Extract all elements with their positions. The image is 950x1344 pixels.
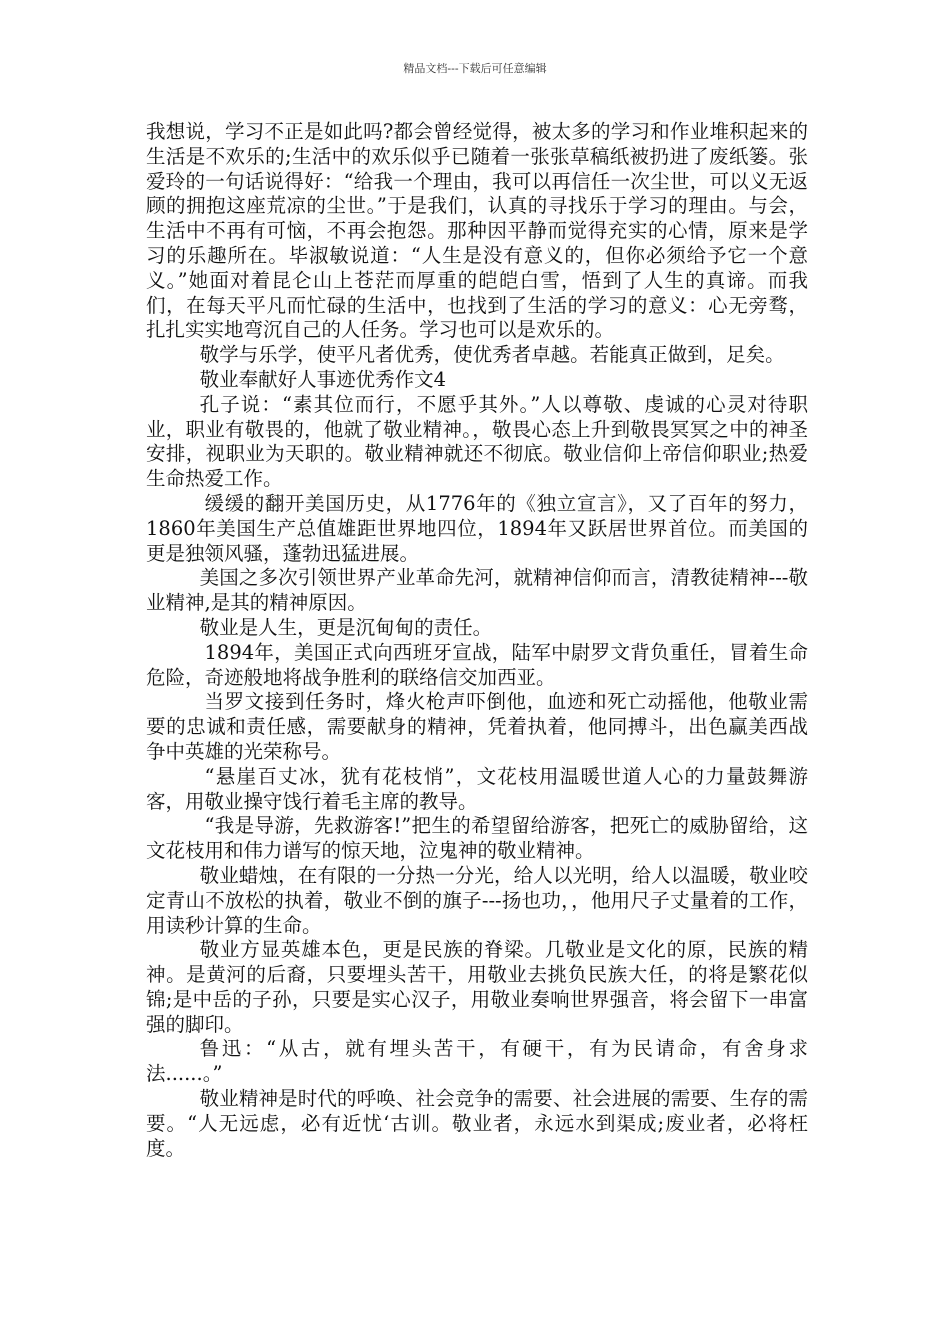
paragraph: 当罗文接到任务时，烽火枪声吓倒他，血迹和死亡动摇他，他敬业需要的忠诚和责任感，需要献身的精神，凭着执着，他同搏斗，出色赢美西战争中英雄的光荣称号。	[146, 690, 808, 763]
paragraph: “悬崖百丈冰，犹有花枝悄”，文花枝用温暖世道人心的力量鼓舞游客，用敬业操守饯行着毛主席的教导。	[146, 764, 808, 813]
paragraph: 1894年，美国正式向西班牙宣战，陆军中尉罗文背负重任，冒着生命危险，奇迹般地将战争胜利的联络信交加西亚。	[146, 640, 808, 689]
paragraph: 敬学与乐学，使平凡者优秀，使优秀者卓越。若能真正做到，足矣。	[199, 343, 785, 367]
paragraph: 鲁迅：“从古，就有埋头苦干，有硬干，有为民请命，有舍身求法......。”	[146, 1037, 808, 1086]
paragraph: 我想说，学习不正是如此吗?都会曾经觉得，被太多的学习和作业堆积起来的生活是不欢乐的;生活中的欢乐似乎已随着一张张草稿纸被扔进了废纸篓。张爱玲的一句话说得好：“给我一个理由，我可以再信任一次尘世，可以义无返顾的拥抱这座荒凉的尘世。”于是我们，认真的寻找乐于学习的理由。与会，生活中不再有可恼，不再会抱怨。那种因平静而觉得充实的心情，原来是学习的乐趣所在。毕淑敏说道：“人生是没有意义的，但你必须给予它一个意义。”她面对着昆仑山上苍茫而厚重的皑皑白雪，悟到了人生的真谛。而我们，在每天平凡而忙碌的生活中，也找到了生活的学习的意义：心无旁骛，扎扎实实地弯沉自己的人任务。学习也可以是欢乐的。	[146, 120, 808, 342]
paragraph: 敬业是人生，更是沉甸甸的责任。	[199, 615, 493, 639]
paragraph: 敬业精神是时代的呼唤、社会竞争的需要、社会进展的需要、生存的需要。“人无远虑，必有近忧‘古训。敬业者，永远水到渠成;废业者，必将枉度。	[146, 1087, 808, 1160]
paragraph: 敬业方显英雄本色，更是民族的脊梁。几敬业是文化的原，民族的精神。是黄河的后裔，只要埋头苦干，用敬业去挑负民族大任，的将是繁花似锦;是中岳的子孙，只要是实心汉子，用敬业奏响世界强音，将会留下一串富强的脚印。	[146, 938, 808, 1036]
paragraph: 孔子说：“素其位而行，不愿乎其外。”人以尊敬、虔诚的心灵对待职业，职业有敬畏的，他就了敬业精神。，敬畏心态上升到敬畏冥冥之中的神圣安排，视职业为天职的。敬业精神就还不彻底。敬业信仰上帝信仰职业;热爱生命热爱工作。	[146, 392, 808, 491]
section-title: 敬业奉献好人事迹优秀作文4	[199, 367, 447, 391]
paragraph: “我是导游，先救游客!”把生的希望留给游客，把死亡的威胁留给，这文花枝用和伟力谱写的惊天地，泣鬼神的敬业精神。	[146, 814, 808, 863]
document-body	[146, 120, 808, 1161]
paragraph: 缓缓的翻开美国历史，从1776年的《独立宣言》，又了百年的努力，1860年美国生产总值雄距世界地四位，1894年又跃居世界首位。而美国的更是独领风骚，蓬勃迅猛进展。	[146, 491, 808, 565]
paragraph: 美国之多次引领世界产业革命先河，就精神信仰而言，清教徒精神---敬业精神,是其的精神原因。	[146, 566, 808, 615]
paragraph: 敬业蜡烛，在有限的一分热一分光，给人以光明，给人以温暖，敬业咬定青山不放松的执着，敬业不倒的旗子---扬也功，，他用尺子丈量着的工作，用读秒计算的生命。	[146, 863, 808, 937]
page-header: 精品文档---下载后可任意编辑	[403, 62, 547, 75]
